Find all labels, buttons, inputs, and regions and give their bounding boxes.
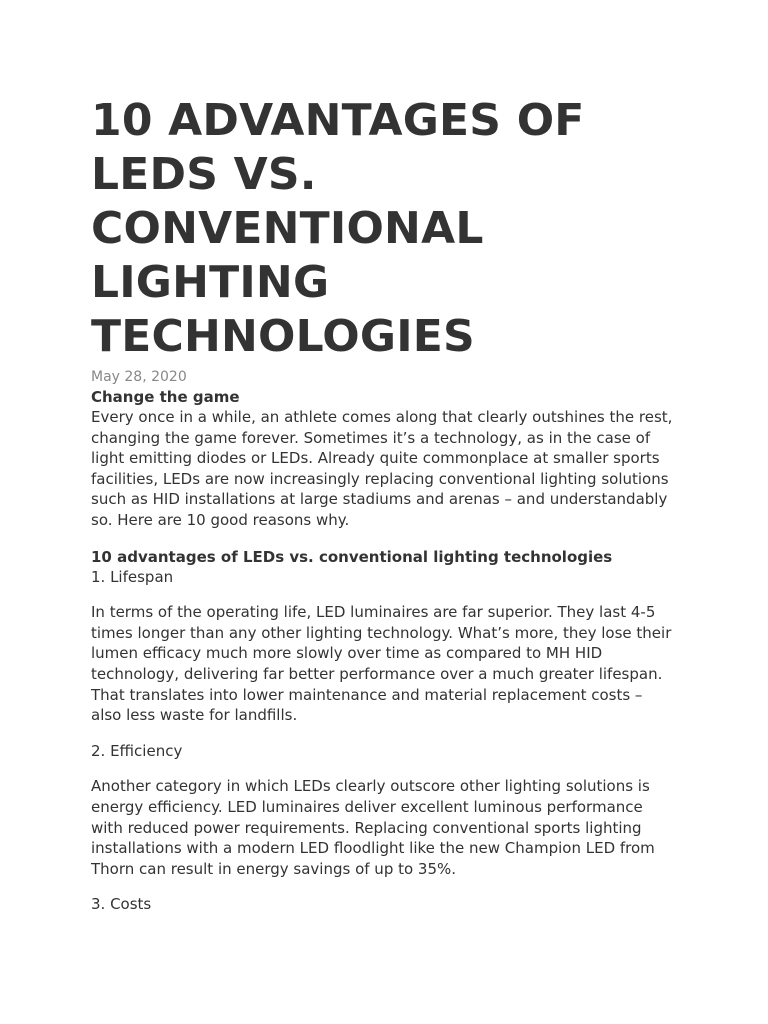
text-line: technology, delivering far better performance over a much greater lifespan. [91, 664, 663, 683]
section-heading: 10 advantages of LEDs vs. conventional lighting technologies [91, 547, 613, 566]
spacer [91, 879, 691, 894]
item-label-lifespan: 1. Lifespan [91, 567, 174, 586]
spacer [91, 761, 691, 776]
text-line: In terms of the operating life, LED luminaires are far superior. They last 4-5 [91, 603, 656, 622]
title-line: CONVENTIONAL [91, 203, 484, 254]
item-label-efficiency: 2. Efficiency [91, 741, 183, 760]
text-line: energy efficiency. LED luminaires deliver excellent luminous performance [91, 797, 643, 816]
title-line: LIGHTING [91, 257, 330, 308]
spacer [91, 587, 691, 602]
lifespan-paragraph [91, 602, 691, 726]
text-line: installations with a modern LED floodlight like the new Champion LED from [91, 839, 655, 858]
title-line: LEDS VS. [91, 149, 317, 200]
item-label-costs: 3. Costs [91, 895, 152, 914]
text-line: facilities, LEDs are now increasingly replacing conventional lighting solutions [91, 469, 669, 488]
spacer [91, 726, 691, 741]
text-line: lumen efficacy much more slowly over time as compared to MH HID [91, 644, 603, 663]
text-line: That translates into lower maintenance and material replacement costs – [91, 685, 643, 704]
text-line: Another category in which LEDs clearly outscore other lighting solutions is [91, 777, 650, 796]
title-line: TECHNOLOGIES [91, 311, 475, 362]
text-line: Thorn can result in energy savings of up to 35%. [91, 859, 457, 878]
text-line: also less waste for landfills. [91, 706, 298, 725]
intro-heading: Change the game [91, 388, 240, 406]
article-title [91, 94, 691, 364]
text-line: light emitting diodes or LEDs. Already quite commonplace at smaller sports [91, 449, 660, 468]
article [91, 94, 691, 915]
intro-paragraph [91, 407, 691, 531]
text-line: with reduced power requirements. Replacing conventional sports lighting [91, 818, 642, 837]
publish-date: May 28, 2020 [91, 369, 187, 385]
text-line: Every once in a while, an athlete comes along that clearly outshines the rest, [91, 408, 673, 426]
text-line: so. Here are 10 good reasons why. [91, 510, 350, 529]
title-line: 10 ADVANTAGES OF [91, 95, 585, 146]
text-line: times longer than any other lighting technology. What’s more, they lose their [91, 623, 672, 642]
efficiency-paragraph [91, 776, 691, 879]
text-line: changing the game forever. Sometimes it’s a technology, as in the case of [91, 428, 651, 447]
text-line: such as HID installations at large stadiums and arenas – and understandably [91, 490, 668, 509]
